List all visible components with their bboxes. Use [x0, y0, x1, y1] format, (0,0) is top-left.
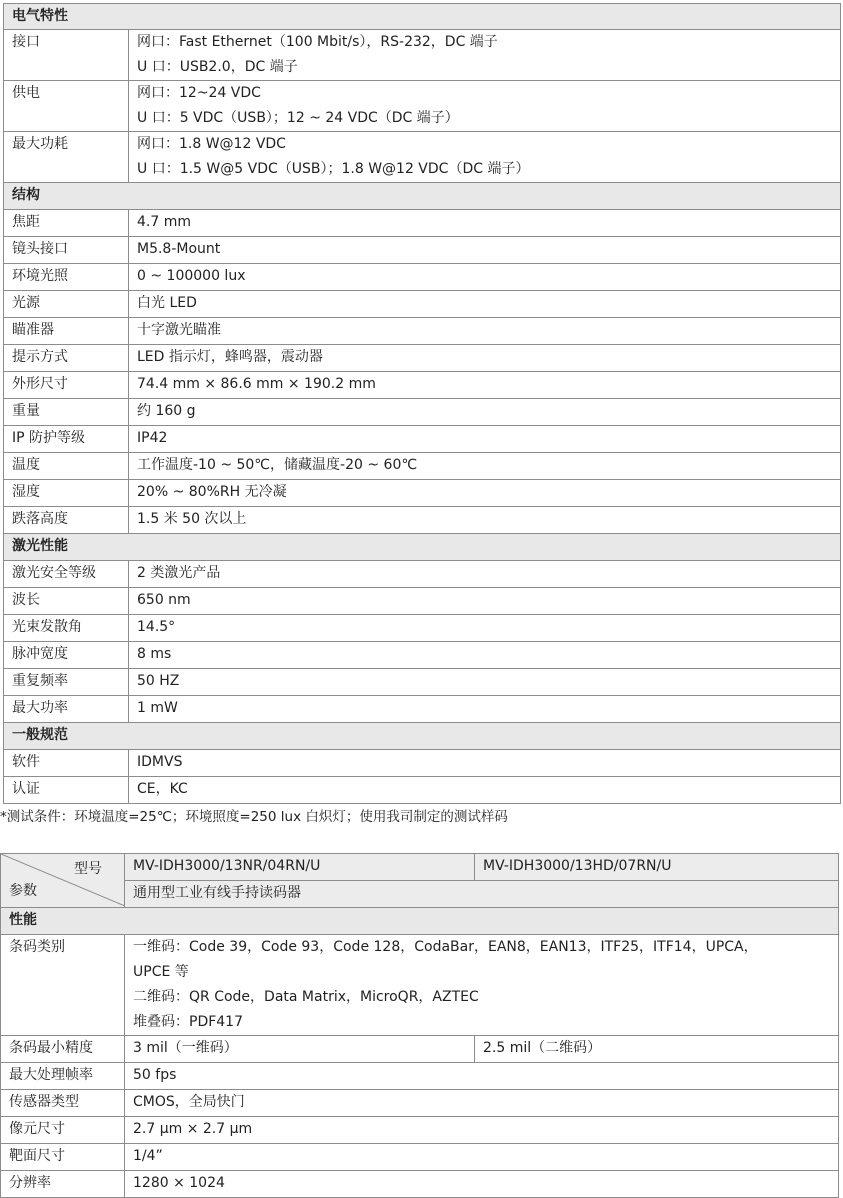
model-b: MV-IDH3000/13HD/07RN/U — [475, 854, 839, 881]
test-conditions-note: *测试条件：环境温度=25℃；环境照度=250 lux 白炽灯；使用我司制定的测试样码 — [0, 809, 508, 825]
row-label: 靶面尺寸 — [1, 1144, 125, 1171]
row-value: 50 HZ — [129, 669, 841, 696]
table-row — [4, 132, 841, 183]
row-value: LED 指示灯，蜂鸣器，震动器 — [129, 345, 841, 372]
row-value: 1 mW — [129, 696, 841, 723]
row-value — [125, 935, 839, 1036]
row-label: 湿度 — [4, 480, 129, 507]
table-row — [4, 345, 841, 372]
table-row — [4, 588, 841, 615]
row-value — [129, 81, 841, 132]
row-value: 约 160 g — [129, 399, 841, 426]
table-row — [4, 264, 841, 291]
row-label: IP 防护等级 — [4, 426, 129, 453]
row-value: 2.7 μm × 2.7 μm — [125, 1117, 839, 1144]
row-label: 光束发散角 — [4, 615, 129, 642]
table-row — [4, 30, 841, 81]
table-row — [4, 480, 841, 507]
row-value: 14.5° — [129, 615, 841, 642]
row-label: 重复频率 — [4, 669, 129, 696]
row-value: 4.7 mm — [129, 210, 841, 237]
row-label: 软件 — [4, 750, 129, 777]
row-label: 接口 — [4, 30, 129, 81]
table-row — [1, 935, 839, 1036]
section-title: 性能 — [1, 908, 839, 935]
row-label: 分辨率 — [1, 1171, 125, 1198]
row-label: 脉冲宽度 — [4, 642, 129, 669]
row-value: 1280 × 1024 — [125, 1171, 839, 1198]
row-label: 最大功率 — [4, 696, 129, 723]
table-row — [4, 81, 841, 132]
row-label: 环境光照 — [4, 264, 129, 291]
table-row — [4, 507, 841, 534]
value-line: 网口：12~24 VDC — [137, 85, 261, 101]
table-row — [4, 372, 841, 399]
table-row — [4, 669, 841, 696]
row-value: 十字激光瞄准 — [129, 318, 841, 345]
row-value: 74.4 mm × 86.6 mm × 190.2 mm — [129, 372, 841, 399]
value-line: U 口：5 VDC（USB）；12 ~ 24 VDC（DC 端子） — [137, 110, 459, 126]
row-label: 激光安全等级 — [4, 561, 129, 588]
table-row — [4, 237, 841, 264]
table-row — [4, 318, 841, 345]
row-label: 条码最小精度 — [1, 1036, 125, 1063]
model-a: MV-IDH3000/13NR/04RN/U — [125, 854, 475, 881]
row-value: 8 ms — [129, 642, 841, 669]
row-label: 供电 — [4, 81, 129, 132]
row-label: 跌落高度 — [4, 507, 129, 534]
section-title: 电气特性 — [4, 4, 841, 30]
product-type: 通用型工业有线手持读码器 — [125, 881, 839, 908]
row-value: IDMVS — [129, 750, 841, 777]
row-label: 外形尺寸 — [4, 372, 129, 399]
value-line: 二维码：QR Code，Data Matrix，MicroQR，AZTEC — [133, 989, 479, 1005]
row-label: 光源 — [4, 291, 129, 318]
row-label: 重量 — [4, 399, 129, 426]
table-row — [1, 1063, 839, 1090]
section-title: 一般规范 — [4, 723, 841, 750]
row-value: M5.8-Mount — [129, 237, 841, 264]
row-label: 条码类别 — [1, 935, 125, 1036]
header-corner-cell — [1, 854, 125, 908]
row-label: 温度 — [4, 453, 129, 480]
row-value — [129, 30, 841, 81]
table-row — [1, 1117, 839, 1144]
row-value — [129, 132, 841, 183]
row-value: 1/4” — [125, 1144, 839, 1171]
table-row — [1, 1090, 839, 1117]
table-row — [4, 750, 841, 777]
row-value: 650 nm — [129, 588, 841, 615]
value-line: U 口：USB2.0，DC 端子 — [137, 59, 298, 75]
table-row — [4, 777, 841, 804]
table-row — [4, 696, 841, 723]
row-label: 提示方式 — [4, 345, 129, 372]
table-row — [4, 615, 841, 642]
spec-table-2 — [0, 853, 839, 1198]
row-value: CMOS，全局快门 — [125, 1090, 839, 1117]
table-row — [1, 1144, 839, 1171]
row-value-a: 3 mil（一维码） — [125, 1036, 475, 1063]
row-value: 0 ~ 100000 lux — [129, 264, 841, 291]
row-value: 20% ~ 80%RH 无冷凝 — [129, 480, 841, 507]
row-label: 瞄准器 — [4, 318, 129, 345]
value-line: U 口：1.5 W@5 VDC（USB）；1.8 W@12 VDC（DC 端子） — [137, 161, 530, 177]
spec-table-1 — [3, 3, 841, 804]
row-label: 最大功耗 — [4, 132, 129, 183]
table-row — [4, 642, 841, 669]
row-label: 最大处理帧率 — [1, 1063, 125, 1090]
value-line: 网口：Fast Ethernet（100 Mbit/s），RS-232，DC 端子 — [137, 34, 498, 50]
row-value-b: 2.5 mil（二维码） — [475, 1036, 839, 1063]
row-value: 白光 LED — [129, 291, 841, 318]
row-value: IP42 — [129, 426, 841, 453]
row-label: 像元尺寸 — [1, 1117, 125, 1144]
row-value: 1.5 米 50 次以上 — [129, 507, 841, 534]
value-line: 网口：1.8 W@12 VDC — [137, 136, 286, 152]
value-line: UPCE 等 — [133, 964, 189, 980]
table-row — [4, 453, 841, 480]
row-label: 镜头接口 — [4, 237, 129, 264]
row-label: 焦距 — [4, 210, 129, 237]
row-value: 工作温度-10 ~ 50℃，储藏温度-20 ~ 60℃ — [129, 453, 841, 480]
row-label: 认证 — [4, 777, 129, 804]
table-row — [1, 1036, 839, 1063]
row-value: 50 fps — [125, 1063, 839, 1090]
table-row — [4, 426, 841, 453]
table-row — [4, 291, 841, 318]
row-label: 波长 — [4, 588, 129, 615]
table-row — [4, 210, 841, 237]
section-title: 激光性能 — [4, 534, 841, 561]
row-label: 传感器类型 — [1, 1090, 125, 1117]
value-line: 堆叠码：PDF417 — [133, 1014, 243, 1030]
row-value: 2 类激光产品 — [129, 561, 841, 588]
row-value: CE，KC — [129, 777, 841, 804]
section-title: 结构 — [4, 183, 841, 210]
param-header-label: 参数 — [9, 883, 37, 899]
value-line: 一维码：Code 39，Code 93，Code 128，CodaBar，EAN8，EAN13，ITF25，ITF14，UPCA， — [133, 939, 758, 955]
table-row — [4, 561, 841, 588]
table-row — [4, 399, 841, 426]
model-header-label: 型号 — [74, 861, 102, 877]
table-row — [1, 1171, 839, 1198]
